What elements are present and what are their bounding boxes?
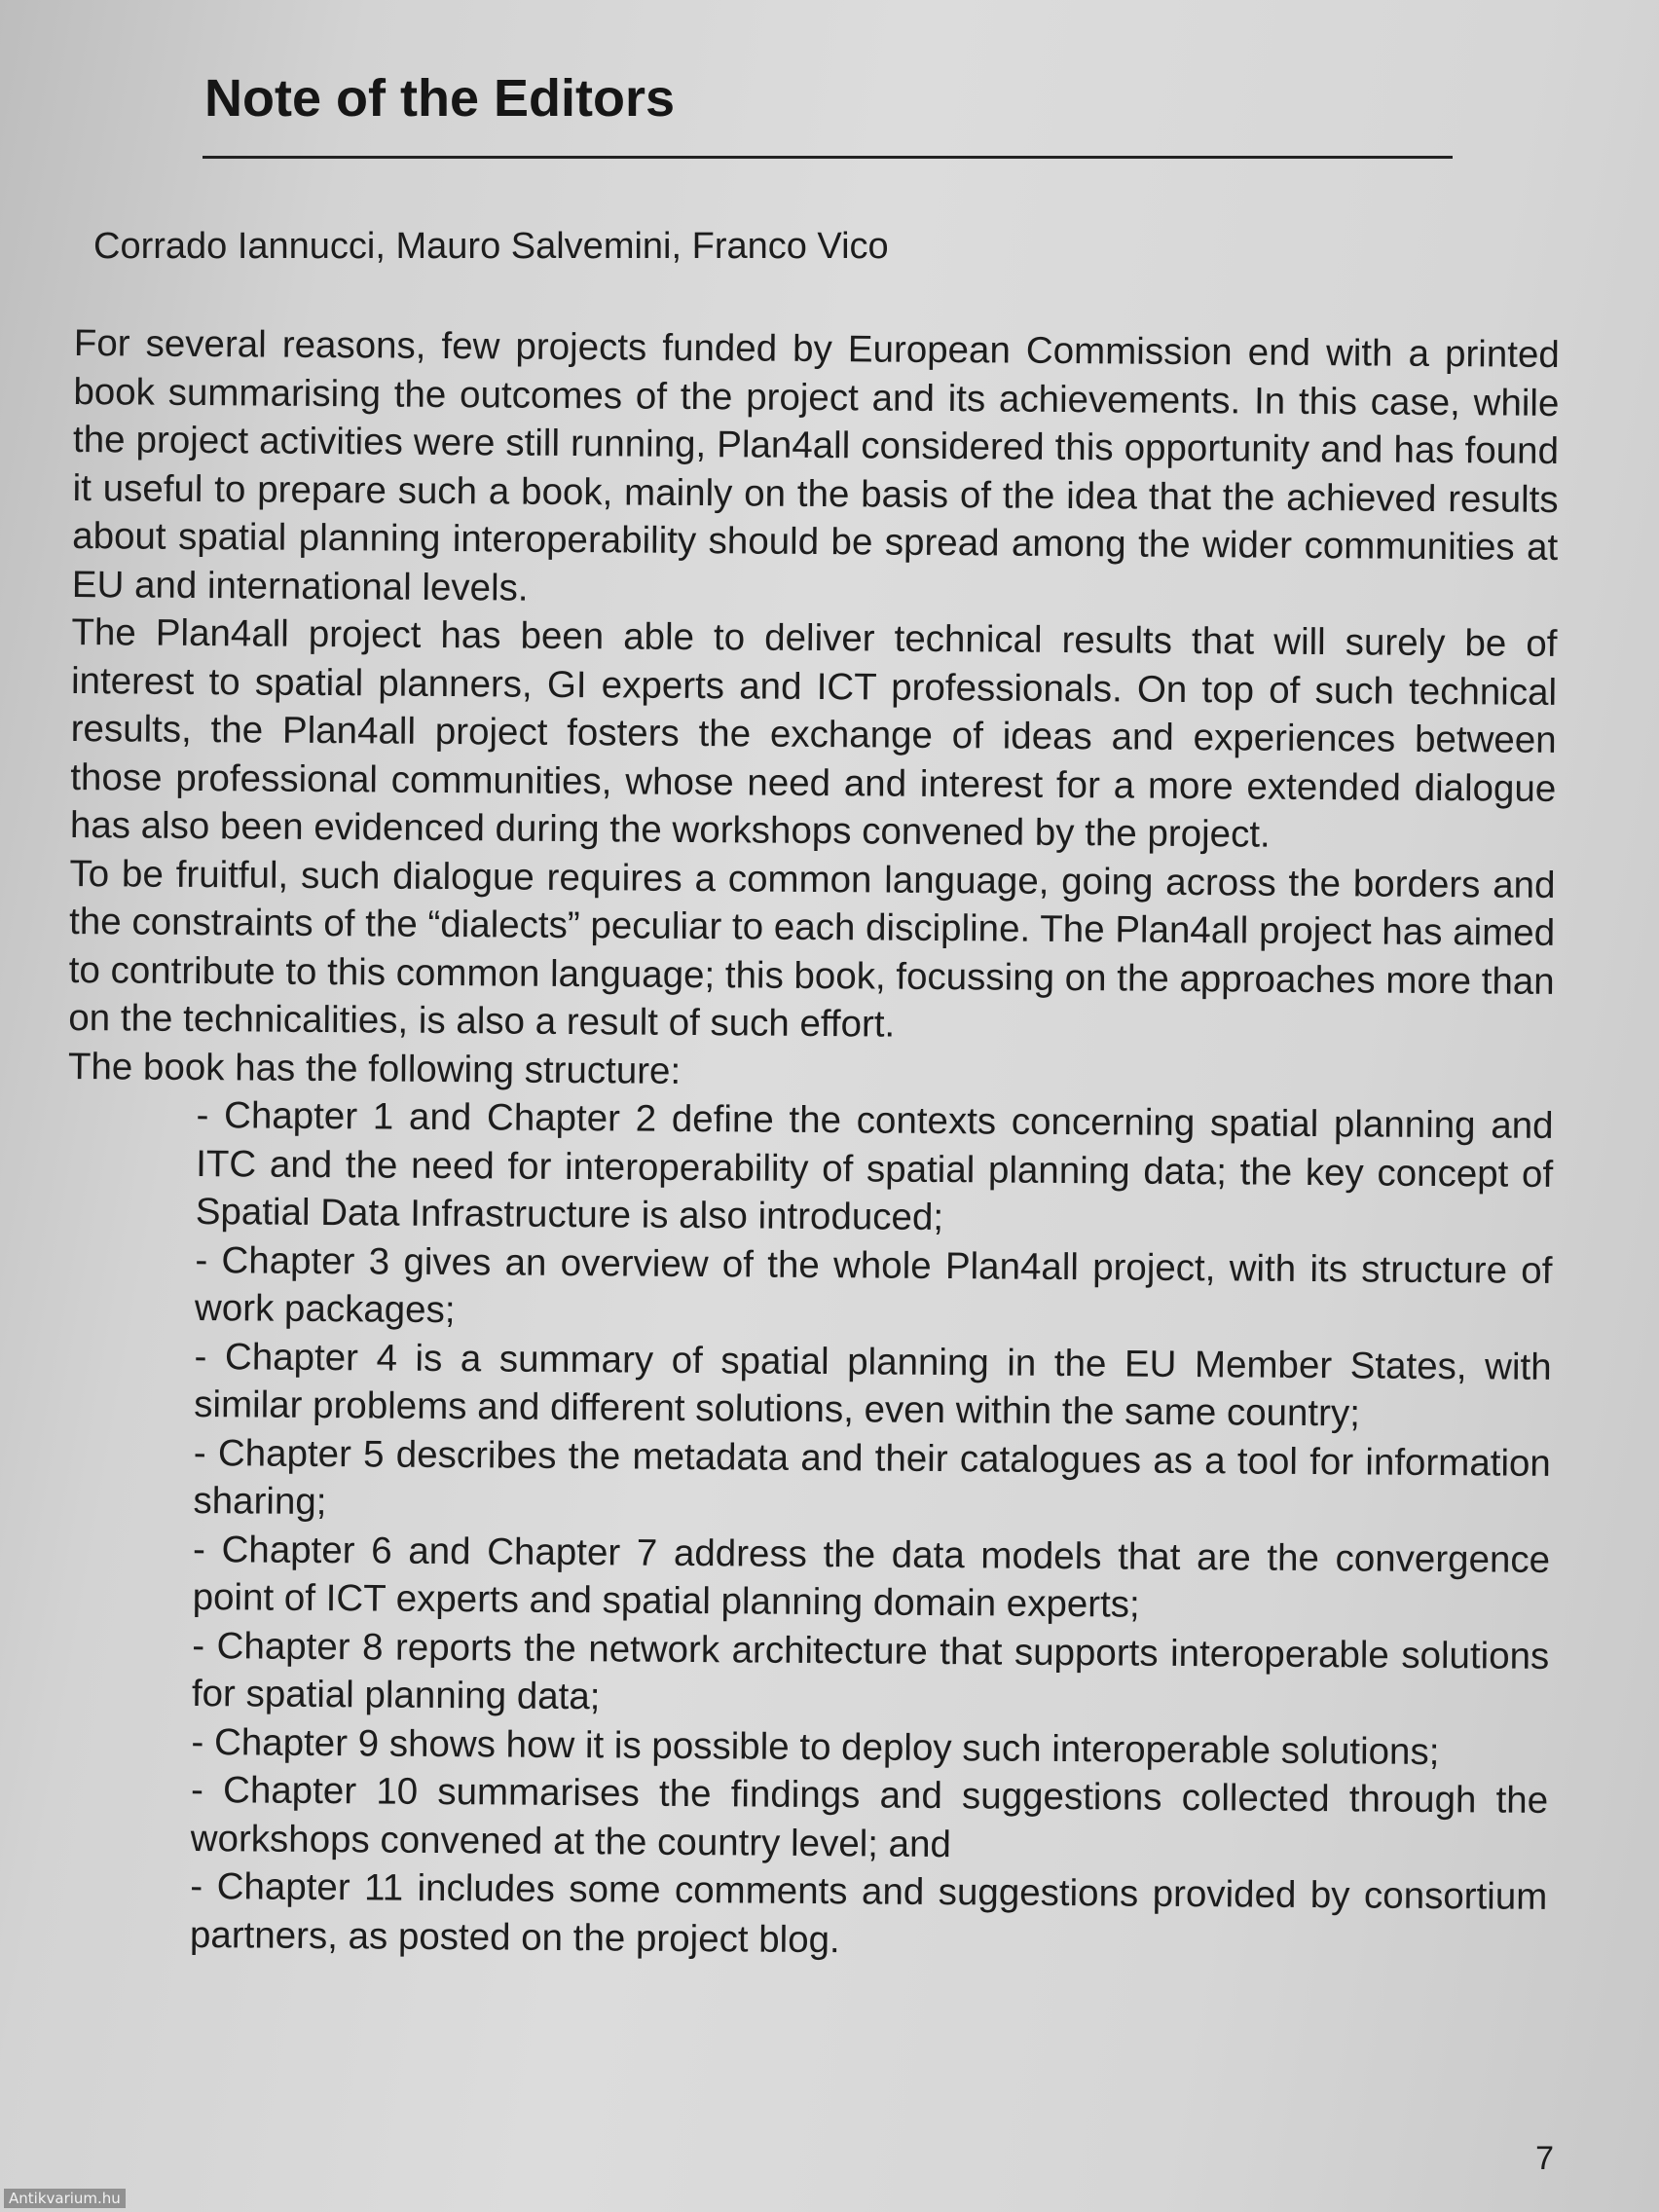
list-item: - Chapter 8 reports the network architecture that supports interoperable solutions for spatial planning data; <box>191 1624 1550 1718</box>
paragraph: For several reasons, few projects funded by European Commission end with a printed book summarising the outcomes of the project and its achievements. In this case, while the project activities were still running, Plan4all considered this opportunity and has found it useful to prepare such a book, mainly on the basis of the idea that the achieved results about spatial planning interoperability should be spread among the wider communities at EU and international levels. <box>71 321 1560 609</box>
list-item: - Chapter 1 and Chapter 2 define the contexts concerning spatial planning and ITC and the need for interoperability of spatial planning data; the key concept of Spatial Data Infrastructure is also introduced; <box>195 1094 1554 1239</box>
body-text <box>61 319 1560 1970</box>
title-underline <box>203 156 1453 159</box>
paragraph: The Plan4all project has been able to deliver technical results that will surely be of interest to spatial planners, GI experts and ICT professionals. On top of such technical results, the Plan4all project fosters the exchange of ideas and experiences between those professional communities, whose need and interest for a more extended dialogue has also been evidenced during the workshops convened by the project. <box>69 610 1558 856</box>
paragraph: The book has the following structure: <box>67 1045 682 1092</box>
list-item: - Chapter 4 is a summary of spatial planning in the EU Member States, with similar problems and different solutions, even within the same country; <box>194 1335 1552 1435</box>
chapter-structure-list <box>61 1090 1554 1970</box>
list-item: - Chapter 6 and Chapter 7 address the data models that are the convergence point of ICT experts and spatial planning domain experts; <box>192 1528 1551 1626</box>
paragraph: To be fruitful, such dialogue requires a common language, going across the borders and the constraints of the “dialects” peculiar to each discipline. The Plan4all project has aimed to contribute to this common language; this book, focussing on the approaches more than on the technicalities, is also a result of such effort. <box>68 852 1556 1046</box>
list-item: - Chapter 9 shows how it is possible to deploy such interoperable solutions; <box>191 1720 1440 1773</box>
list-item: - Chapter 11 includes some comments and suggestions provided by consortium partners, as posted on the project blog. <box>189 1864 1548 1961</box>
page-number: 7 <box>1535 2140 1554 2177</box>
list-item: - Chapter 3 gives an overview of the whole Plan4all project, with its structure of work packages; <box>194 1238 1553 1332</box>
page-title: Note of the Editors <box>204 69 675 128</box>
list-item: - Chapter 10 summarises the findings and suggestions collected through the workshops convened at the country level; and <box>190 1768 1549 1865</box>
list-item: - Chapter 5 describes the metadata and their catalogues as a tool for information sharing; <box>193 1431 1551 1524</box>
watermark: Antikvarium.hu <box>4 2189 126 2208</box>
authors-line: Corrado Iannucci, Mauro Salvemini, Franco Vico <box>93 226 889 267</box>
